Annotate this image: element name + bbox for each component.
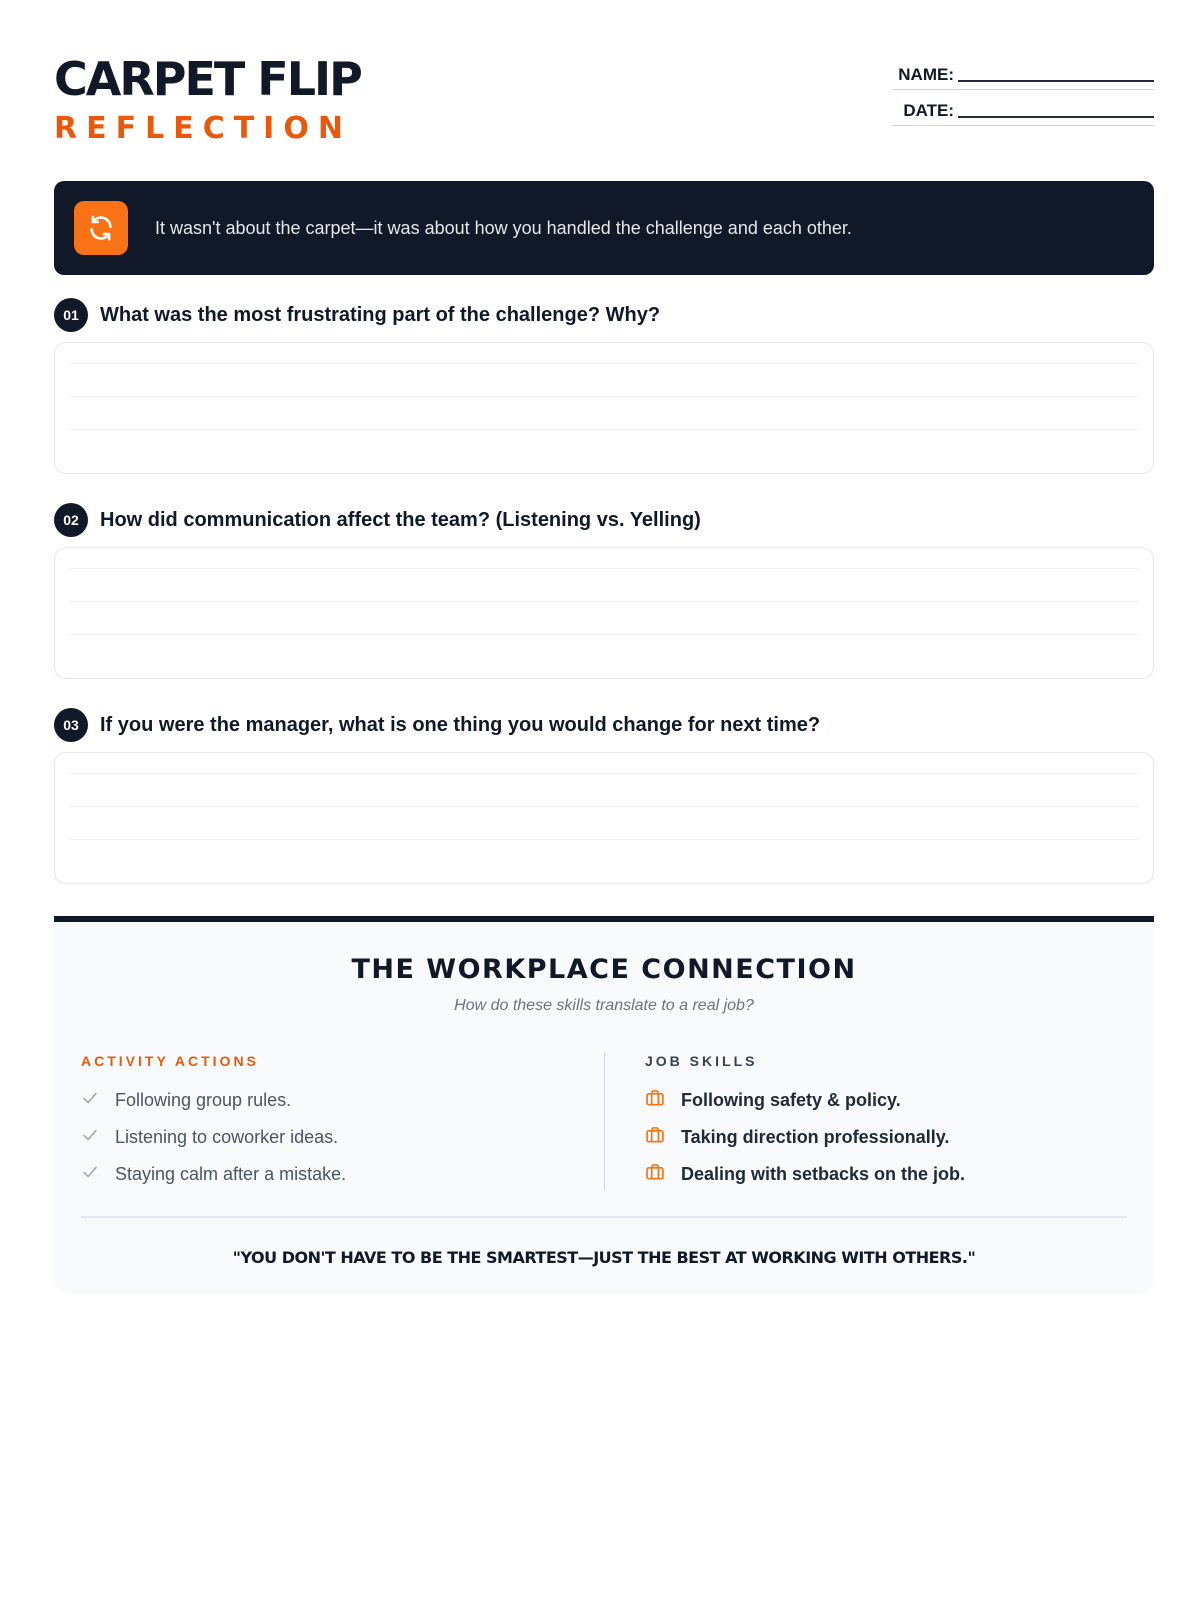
list-item bbox=[645, 1119, 1127, 1156]
name-field[interactable] bbox=[892, 54, 1154, 90]
question-text: If you were the manager, what is one thing you would change for next time? bbox=[100, 713, 821, 736]
list-item-text: Dealing with setbacks on the job. bbox=[681, 1164, 966, 1184]
question-number: 03 bbox=[54, 708, 88, 742]
job-skills-column bbox=[604, 1052, 1127, 1190]
answer-box[interactable] bbox=[54, 342, 1154, 474]
question-2 bbox=[54, 503, 1154, 679]
answer-line bbox=[69, 634, 1139, 635]
list-item-text: Following group rules. bbox=[115, 1090, 292, 1110]
list-item bbox=[81, 1156, 604, 1193]
answer-line bbox=[69, 601, 1139, 602]
list-item-text: Taking direction professionally. bbox=[681, 1127, 950, 1147]
banner-text: It wasn't about the carpet—it was about how you handled the challenge and each other. bbox=[155, 217, 852, 238]
question-1 bbox=[54, 298, 1154, 474]
date-field[interactable] bbox=[892, 90, 1154, 126]
section-divider bbox=[81, 1216, 1127, 1218]
activity-actions-heading: ACTIVITY ACTIONS bbox=[81, 1053, 259, 1069]
briefcase-icon bbox=[645, 1125, 665, 1150]
intro-banner bbox=[54, 181, 1154, 275]
check-icon bbox=[81, 1163, 99, 1186]
question-3 bbox=[54, 708, 1154, 884]
check-icon bbox=[81, 1126, 99, 1149]
list-item-text: Staying calm after a mistake. bbox=[115, 1164, 347, 1184]
answer-line bbox=[69, 396, 1139, 397]
question-number: 02 bbox=[54, 503, 88, 537]
activity-actions-column bbox=[81, 1052, 604, 1190]
answer-line bbox=[69, 363, 1139, 364]
question-text: What was the most frustrating part of the challenge? Why? bbox=[100, 303, 661, 326]
skills-columns bbox=[81, 1052, 1127, 1190]
list-item bbox=[81, 1119, 604, 1156]
name-label: NAME: bbox=[898, 65, 954, 84]
answer-line bbox=[69, 806, 1139, 807]
answer-box[interactable] bbox=[54, 547, 1154, 679]
question-number: 01 bbox=[54, 298, 88, 332]
list-item bbox=[645, 1082, 1127, 1119]
refresh-icon bbox=[74, 201, 128, 255]
answer-line bbox=[69, 839, 1139, 840]
student-fields bbox=[892, 54, 1154, 126]
date-line bbox=[958, 116, 1154, 118]
page-subtitle: REFLECTION bbox=[54, 111, 352, 146]
check-icon bbox=[81, 1089, 99, 1112]
answer-line bbox=[69, 773, 1139, 774]
question-text: How did communication affect the team? (Listening vs. Yelling) bbox=[100, 508, 701, 531]
answer-box[interactable] bbox=[54, 752, 1154, 884]
worksheet-header bbox=[54, 52, 1154, 152]
date-label: DATE: bbox=[903, 101, 954, 120]
briefcase-icon bbox=[645, 1162, 665, 1187]
page-title: CARPET FLIP bbox=[54, 52, 361, 106]
list-item-text: Following safety & policy. bbox=[681, 1090, 901, 1110]
section-title: THE WORKPLACE CONNECTION bbox=[351, 954, 857, 985]
briefcase-icon bbox=[645, 1088, 665, 1113]
answer-line bbox=[69, 429, 1139, 430]
name-line bbox=[958, 80, 1154, 82]
section-subtitle: How do these skills translate to a real job? bbox=[454, 997, 754, 1014]
workplace-connection-section bbox=[54, 916, 1154, 1294]
job-skills-heading: JOB SKILLS bbox=[645, 1053, 758, 1069]
list-item bbox=[81, 1082, 604, 1119]
list-item bbox=[645, 1156, 1127, 1193]
answer-line bbox=[69, 568, 1139, 569]
list-item-text: Listening to coworker ideas. bbox=[115, 1127, 339, 1147]
closing-quote: "YOU DON'T HAVE TO BE THE SMARTEST—JUST THE BEST AT WORKING WITH OTHERS." bbox=[232, 1248, 976, 1267]
